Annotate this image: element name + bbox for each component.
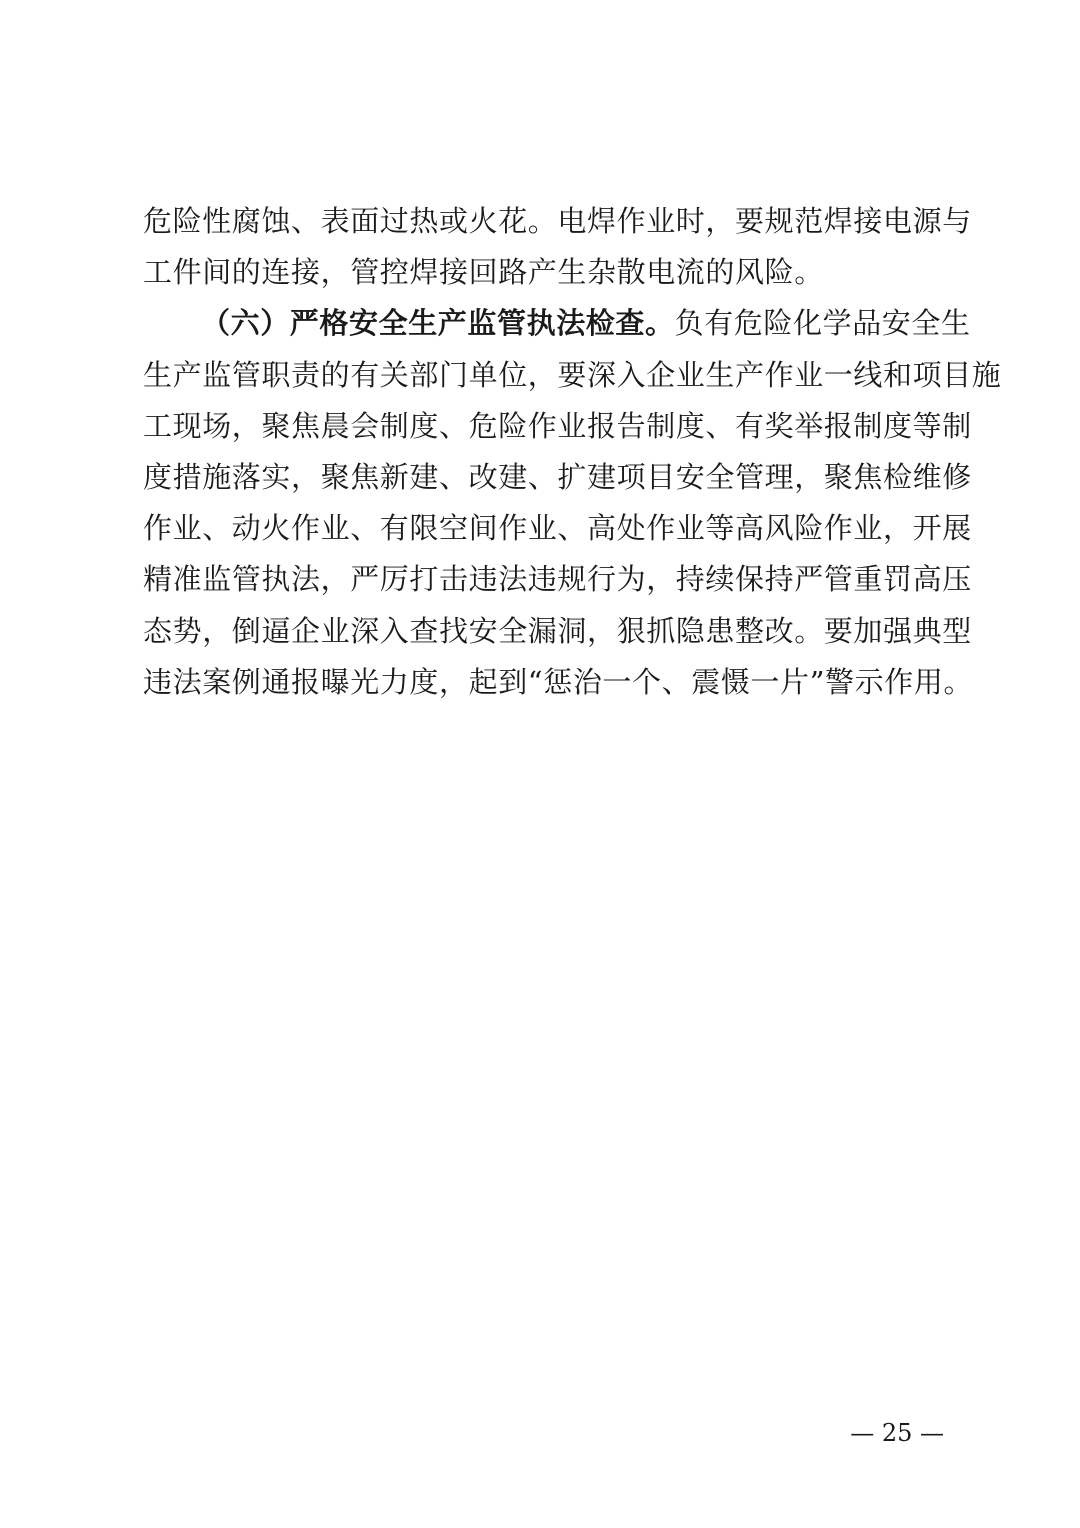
text-line: 工现场，聚焦晨会制度、危险作业报告制度、有奖举报制度等制	[143, 408, 972, 443]
body-text	[143, 196, 1002, 708]
text-line: 生产监管职责的有关部门单位，要深入企业生产作业一线和项目施	[143, 357, 1002, 392]
section-heading: （六）严格安全生产监管执法检查。	[201, 306, 675, 341]
text-line: 作业、动火作业、有限空间作业、高处作业等高风险作业，开展	[143, 511, 972, 546]
page-number: — 25 —	[850, 1419, 944, 1447]
section-heading-line	[143, 298, 971, 349]
text-line: 度措施落实，聚焦新建、改建、扩建项目安全管理，聚焦检维修	[143, 460, 972, 495]
text-line: 态势，倒逼企业深入查找安全漏洞，狠抓隐患整改。要加强典型	[143, 613, 972, 648]
text-line: 危险性腐蚀、表面过热或火花。电焊作业时，要规范焊接电源与	[143, 204, 972, 238]
text-line: 工件间的连接，管控焊接回路产生杂散电流的风险。	[143, 255, 824, 290]
text-line: 精准监管执法，严厉打击违法违规行为，持续保持严管重罚高压	[143, 562, 972, 597]
section-first-line-text: 负有危险化学品安全生	[674, 306, 971, 341]
text-line: 违法案例通报曝光力度，起到“惩治一个、震慑一片”警示作用。	[143, 664, 974, 699]
